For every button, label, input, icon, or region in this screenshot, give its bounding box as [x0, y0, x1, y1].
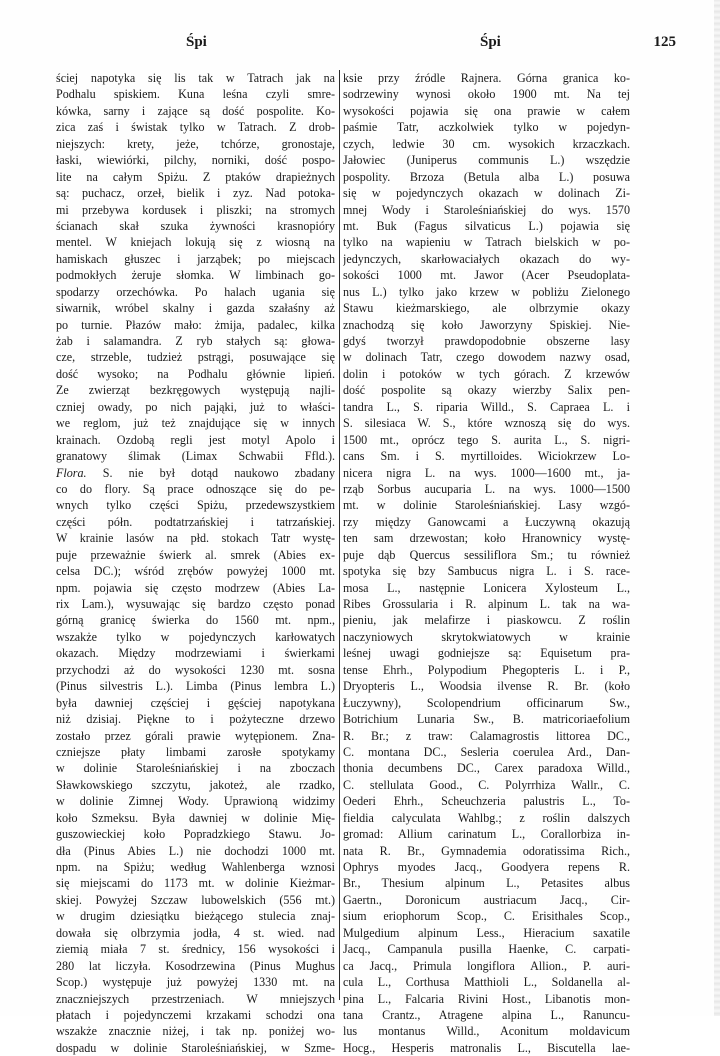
text-line: górną granicę świerka do 1560 mt. npm., [56, 613, 335, 628]
text-line: znachodzą się koło Jaworzyny Spiskiej. Nie- [343, 317, 630, 332]
text-line: Stawu kieżmarskiego, ale olbrzymie okazy [343, 301, 630, 316]
text-line: w dolinach Tatr, czego dowodem nazwy osad, [343, 350, 630, 365]
text-line: mosa L., następnie Lonicera Xylosteum L., [343, 580, 630, 595]
text-line: krainach. Ozdobą regli jest motyl Apolo i [56, 432, 335, 447]
text-line: spodarzy orzechówka. Po halach ugania się [56, 284, 335, 299]
text-line: R. Br.; z traw: Calamagrostis littorea DC., [343, 728, 630, 743]
text-line: rzy między Ganowcami a Łuczywną okazują [343, 514, 630, 529]
text-line: 1500 mt., oprócz tego S. aurita L., S. nigri- [343, 432, 630, 447]
text-line: Scop.) występuje już powyżej 1330 mt. na [56, 975, 335, 990]
text-line: tandra L., S. riparia Willd., S. Capraea L. i [343, 399, 630, 414]
text-line: we reglom, już też znajdujące się w innych [56, 416, 335, 431]
text-line: części półn. podtatrzańskiej i tatrzańskiej. [56, 514, 335, 529]
text-line: się w pojedynczych okazach w dolinach Zi- [343, 186, 630, 201]
text-line: w drugim dziesiątku bieżącego stulecia znaj- [56, 909, 335, 924]
text-line: żab i salamandra. Z ryb stałych są: głowa- [56, 334, 335, 348]
text-line: się miejscami do 1173 mt. w dolinie Kieżmar- [56, 876, 335, 891]
text-line: w dolinie Zimnej Wody. Uprawioną widzimy [56, 794, 335, 809]
running-header [56, 34, 676, 56]
text-line: płatach i pojedynczemi krzakami schodzi ona [56, 1007, 335, 1022]
text-line: C. stellulata Good., C. Polyrrhiza Wallr., C. [343, 777, 630, 792]
text-line: lite na całym Spiżu. Z ptaków drapieżnych [56, 169, 335, 184]
scan-edge-artifact [714, 0, 720, 1016]
text-line: thonia decumbens DC., Carex paradoxa Willd., [343, 761, 630, 776]
text-line: puje dąb Quercus sessiliflora Sm.; tu również [343, 547, 630, 562]
text-line: Łuczywny), Scolopendrium officinarum Sw., [343, 695, 630, 710]
text-line: ca Jacq., Primula longiflora Allion., P. auri- [343, 958, 630, 973]
text-line: dość wysoko; na Podhalu głównie lipień. [56, 366, 335, 381]
text-line: Botrichium Lunaria Sw., B. matricoriaefolium [343, 712, 630, 727]
text-line: co do flory. Są prace odnoszące się do pe- [56, 481, 335, 496]
text-line: pieniu, jak melafirze i piaskowcu. Z roślin [343, 613, 630, 628]
text-line: (Pinus silvestris L.). Limba (Pinus lembra L.) [56, 679, 335, 694]
text-line: Jacq., Campanula pusilla Haenke, C. carpati- [343, 942, 630, 957]
text-line: cze, strzeble, tudzież pstrągi, posuwające się [56, 350, 335, 365]
text-line: Oederi Ehrh., Scheuchzeria palustris L., To- [343, 794, 630, 809]
column-divider [339, 70, 340, 1000]
text-line: Ribes Grossularia i R. alpinum L. tak na wa- [343, 597, 630, 611]
text-line: wszakże tylko w pojedynczych karłowatych [56, 629, 335, 644]
text-line: znaczniejszych przestrzeniach. W mniejszych [56, 991, 335, 1006]
text-line: Gaertn., Doronicum austriacum Jacq., Cir- [343, 892, 630, 907]
text-line: gromad: Allium carinatum L., Corallorbiza in- [343, 827, 630, 842]
text-line: guszowieckiej koło Popradzkiego Stawu. Jo- [56, 827, 335, 842]
text-line: nicera nigra L. na wys. 1000—1600 mt., ja- [343, 465, 630, 480]
text-line: zica zaś i świstak tylko w Tatrach. Z drob- [56, 120, 335, 135]
text-line: Hocg., Hesperis matronalis L., Biscutella lae- [343, 1040, 630, 1055]
text-line: Ze zwierząt bezkręgowych występują najli- [56, 383, 335, 398]
text-line: ksie przy źródle Rajnera. Górna granica ko- [343, 71, 630, 85]
text-line: czych, ledwie 30 cm. wysokich krzaczkach. [343, 136, 630, 151]
text-line: Ophrys myodes Jacq., Goodyera repens R. [343, 860, 630, 874]
text-line: pospolity. Brzoza (Betula alba L.) posuwa [343, 169, 630, 184]
text-line: łaski, wiewiórki, pilchy, norniki, dość pospo- [56, 153, 335, 168]
text-line: dowała się olbrzymia jodła, 4 st. wied. nad [56, 925, 335, 940]
text-line: naczyniowych skrytokwiatowych w krainie [343, 629, 630, 644]
text-line: celsa DC.); wśród zrębów powyżej 1000 mt. [56, 564, 335, 579]
text-line: dolin i potoków w tych górach. Z krzewów [343, 366, 630, 381]
text-line: spotyka się bzy Sambucus nigra L. i S. race- [343, 564, 630, 579]
text-line: mnej Wody i Staroleśniańskiej do wys. 1570 [343, 202, 630, 217]
text-line: Flora. S. nie był dotąd naukowo zbadany [56, 465, 335, 480]
text-line: ściej napotyka się lis tak w Tatrach jak na [56, 71, 335, 85]
text-line: mt. Buk (Fagus silvaticus L.) pojawia się [343, 218, 630, 233]
text-line: tylko na wapieniu w Tatrach bielskich w po- [343, 235, 630, 250]
text-line: przychodzi aż do wysokości 1230 mt. sosna [56, 662, 335, 677]
left-column [56, 70, 335, 1056]
text-line: nus L.) tylko jako krzew w pobliżu Zielonego [343, 284, 630, 299]
text-line: puje przeważnie świerk al. smrek (Abies ex- [56, 547, 335, 562]
text-line: podmokłych żeruje słomka. W limbinach go- [56, 268, 335, 283]
text-line: cula L., Corthusa Matthioli L., Soldanella al- [343, 975, 630, 990]
text-line: Br., Thesium alpinum L., Petasites albus [343, 876, 630, 891]
text-line: sokości 1000 mt. Jawor (Acer Pseudoplata- [343, 268, 630, 283]
text-line: mentel. W kniejach lokują się z wiosną na [56, 235, 335, 250]
text-line: mi przebywa kordusek i pliszki; na stromych [56, 202, 335, 217]
text-line: Dryopteris L., Woodsia ilvense R. Br. (koło [343, 679, 630, 694]
text-line: nata R. Br., Gymnademia odoratissima Rich., [343, 843, 630, 858]
text-line: tana Crantz., Atragene alpina L., Ranuncu- [343, 1007, 630, 1022]
text-line: W krainie lasów na płd. stokach Tatr wystę- [56, 531, 335, 546]
text-line: rix Lam.), wysuwając się bardzo często ponad [56, 597, 335, 611]
text-line: mt. w dolinie Staroleśniańskiej. Lasy wzgó- [343, 498, 630, 513]
text-line: siwarnik, wróbel skalny i gazda szałaśny aż [56, 301, 335, 316]
text-line: jedynczych, skarłowaciałych okazach do wy- [343, 251, 630, 266]
text-line: była dawniej częściej i gęściej napotykana [56, 695, 335, 710]
text-line: hamiskach głuszec i jarząbek; po miejscach [56, 251, 335, 266]
right-column [343, 70, 630, 1056]
text-line: Podhalu spiskiem. Kuna leśna czyli smre- [56, 87, 335, 102]
text-line: dość pospolite są okazy wierzby Salix pen- [343, 383, 630, 398]
header-keyword-right: Śpi [480, 34, 501, 50]
text-line: koło Szmeksu. Była dawniej w dolinie Mię- [56, 810, 335, 825]
text-line: npm. na Spiżu; według Wahlenberga wznosi [56, 860, 335, 874]
text-line: niż dzisiaj. Piękne to i pożyteczne drzewo [56, 712, 335, 727]
text-line: wnych tylko części Spiżu, przedewszystkiem [56, 498, 335, 513]
text-line: niejszych: krety, jeże, tchórze, gronostaje, [56, 136, 335, 151]
text-line: cans Sm. i S. myrtilloides. Wiciokrzew Lo- [343, 449, 630, 464]
text-line: paśmie Tatr, aczkolwiek tylko w pojedyn- [343, 120, 630, 135]
text-line: zostało przez górali prawie wytępionem. Zna- [56, 728, 335, 743]
text-line: Mulgedium alpinum Less., Hieracium saxatile [343, 925, 630, 940]
text-line: rząb Sorbus aucuparia L. na wys. 1000—1500 [343, 481, 630, 496]
text-line: okazach. Między modrzewiami i świerkami [56, 646, 335, 661]
text-line: Sławkowskiego szczytu, jakoteż, ale rzadko, [56, 777, 335, 792]
text-line: fieldia calyculata Wahlbg.; z roślin dalszych [343, 810, 630, 825]
text-line: granatowy ślimak (Limax Schwabii Ffld.). [56, 449, 335, 464]
text-line: w dolinie Staroleśniańskiej i na zboczach [56, 761, 335, 776]
text-columns [56, 70, 680, 1055]
text-line: dospadu w dolinie Staroleśniańskiej, w Szme- [56, 1040, 335, 1055]
text-line: czniej owady, po nich pająki, już to właści- [56, 399, 335, 414]
text-line: sium eriophorum Scop., C. Erisithales Scop., [343, 909, 630, 924]
text-line: kówka, sarny i zające są dość pospolite. Ko- [56, 103, 335, 118]
text-line: npm. pojawia się często modrzew (Abies La- [56, 580, 335, 595]
text-line: leśnej uwagi godniejsze są: Equisetum pra- [343, 646, 630, 661]
text-line: ten sam drzewostan; koło Hranownicy wystę- [343, 531, 630, 546]
text-line: pina L., Falcaria Rivini Host., Libanotis mon- [343, 991, 630, 1006]
text-line: gdyś tworzył prawdopodobnie obszerne lasy [343, 334, 630, 348]
header-keyword-left: Śpi [186, 34, 207, 50]
text-line: po turnie. Płazów mało: żmija, padalec, kilka [56, 317, 335, 332]
text-line: wszakże znacznie niżej, i tak np. poniżej wo- [56, 1024, 335, 1039]
text-line: czniejsze płaty limbami zarosłe spotykamy [56, 744, 335, 759]
text-line: tense Ehrh., Polypodium Phegopteris L. i P., [343, 662, 630, 677]
text-line: C. montana DC., Sesleria coerulea Ard., Dan- [343, 744, 630, 759]
text-line: Jałowiec (Juniperus communis L.) wszędzie [343, 153, 630, 168]
text-line: sodrzewiny wynosi około 1900 mt. Na tej [343, 87, 630, 102]
text-line: dła (Pinus Abies L.) nie dochodzi 1000 mt. [56, 843, 335, 858]
text-line: są: puchacz, orzeł, bielik i zyz. Nad potoka- [56, 186, 335, 201]
text-line: 280 lat liczyła. Kosodrzewina (Pinus Mughus [56, 958, 335, 973]
text-line: ziemią miała 7 st. średnicy, 156 wysokości i [56, 942, 335, 957]
page-number: 125 [653, 34, 676, 50]
text-line: ścianach skał szuka żywności krasnopióry [56, 218, 335, 233]
text-line: lus montanus Willd., Aconitum moldavicum [343, 1024, 630, 1039]
text-line: S. silesiaca W. S., które wznoszą się do wys. [343, 416, 630, 431]
text-line: wysokości pojawia się ona prawie w całem [343, 103, 630, 118]
text-line: skiej. Powyżej Szczaw lubowelskich (556 mt.) [56, 892, 335, 907]
